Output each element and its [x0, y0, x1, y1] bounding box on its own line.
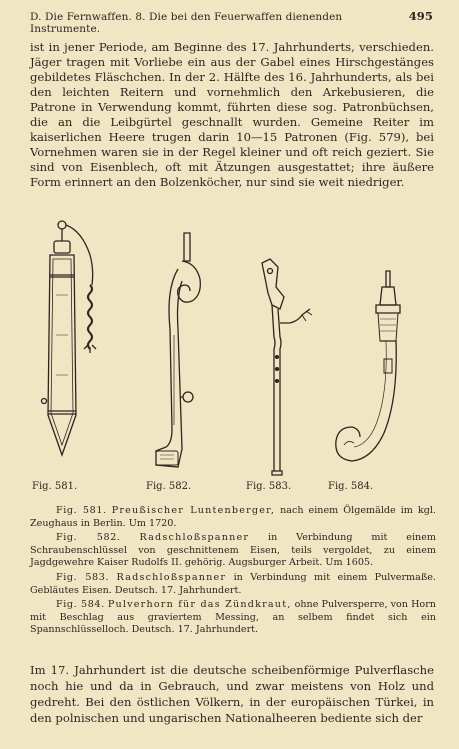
- figure-583: [246, 257, 320, 492]
- figure-label: Fig. 583.: [246, 481, 292, 492]
- caption-text: in Verbindung mit einem Pulvermaße. Gebläutes Eisen. Deutsch. 17. Jahrhundert.: [30, 571, 436, 596]
- caption-title: Radschloßspanner: [139, 532, 250, 544]
- figure-581: [32, 215, 112, 492]
- caption-581: [30, 505, 436, 530]
- caption-title: Radschloßspanner: [116, 571, 227, 583]
- paragraph-top: ist in jener Periode, am Beginne des 17. Jahrhunderts, verschieden. Jäger tragen mit Vorliebe ein aus der Gabel eines Hirschgestänges gebildetes Fläschchen. In der 2. Hälfte des 16. Jahrhunderts, als bei den leichten Reitern und vornehmlich den Arkebusieren, die Patrone in Verwendung kommt, führten diese sog. Patronbüchsen, die an die Leibgürtel geschnallt wurden. Gemeine Reiter im kaiserlichen Heere trugen darin 10—15 Patronen (Fig. 579), bei Vornehmen waren sie in der Regel kleiner und oft reich geziert. Sie sind von Eisenblech, oft mit Ätzungen ausgestattet; ihre äußere Form erinnert an den Bolzenköcher, nur sind sie weit niedriger.: [30, 40, 434, 189]
- caption-title: Preußischer Luntenberger,: [111, 505, 276, 516]
- figure-label: Fig. 584.: [328, 481, 374, 492]
- caption-text: nach einem Ölgemälde im kgl. Zeughaus in Berlin. Um 1720.: [30, 505, 436, 529]
- figure-584: [328, 269, 420, 492]
- caption-number: Fig. 583.: [56, 571, 110, 583]
- powder-horn-icon: [330, 269, 420, 479]
- paragraph-bottom: Im 17. Jahrhundert ist die deutsche scheibenförmige Pulverflasche noch hie und da in Gebrauch, und zwar meistens von Holz und gedreht. Bei den östlichen Völkern, in der europäischen Türkei, in den polnischen und ungarischen Nationalheeren bediente sich der: [30, 663, 434, 725]
- caption-text: ohne Pulversperre, von Horn mit Beschlag aus graviertem Messing, an selbem findet sich ein Spannschlüsselloch. Deutsch. 17. Jahrhundert.: [30, 599, 436, 636]
- caption-582: [30, 532, 436, 570]
- figure-plate: [30, 215, 434, 505]
- running-header: [30, 9, 433, 35]
- figure-label: Fig. 582.: [146, 481, 192, 492]
- spanner-with-powder-measure-icon: [250, 257, 320, 477]
- caption-number: Fig. 582.: [56, 532, 121, 544]
- caption-583: [30, 572, 436, 597]
- running-title: D. Die Fernwaffen. 8. Die bei den Feuerwaffen dienenden Instrumente.: [30, 11, 343, 35]
- figure-captions: [30, 505, 436, 639]
- powder-flask-icon: [32, 215, 112, 475]
- caption-number: Fig. 581.: [56, 505, 107, 516]
- caption-number: Fig. 584.: [56, 599, 105, 611]
- caption-584: [30, 599, 436, 637]
- wheellock-spanner-icon: [148, 229, 208, 475]
- figure-582: [146, 229, 208, 492]
- caption-title: Pulverhorn für das Zündkraut,: [107, 599, 292, 611]
- page-number: 495: [408, 9, 433, 23]
- figure-label: Fig. 581.: [32, 481, 78, 492]
- caption-text: in Verbindung mit einem Schraubenschlüssel von geschnittenem Eisen, teils vergoldet, zu einem Jagdgewehre Kaiser Rudolfs II. gehörig. Augsburger Arbeit. Um 1605.: [30, 532, 436, 569]
